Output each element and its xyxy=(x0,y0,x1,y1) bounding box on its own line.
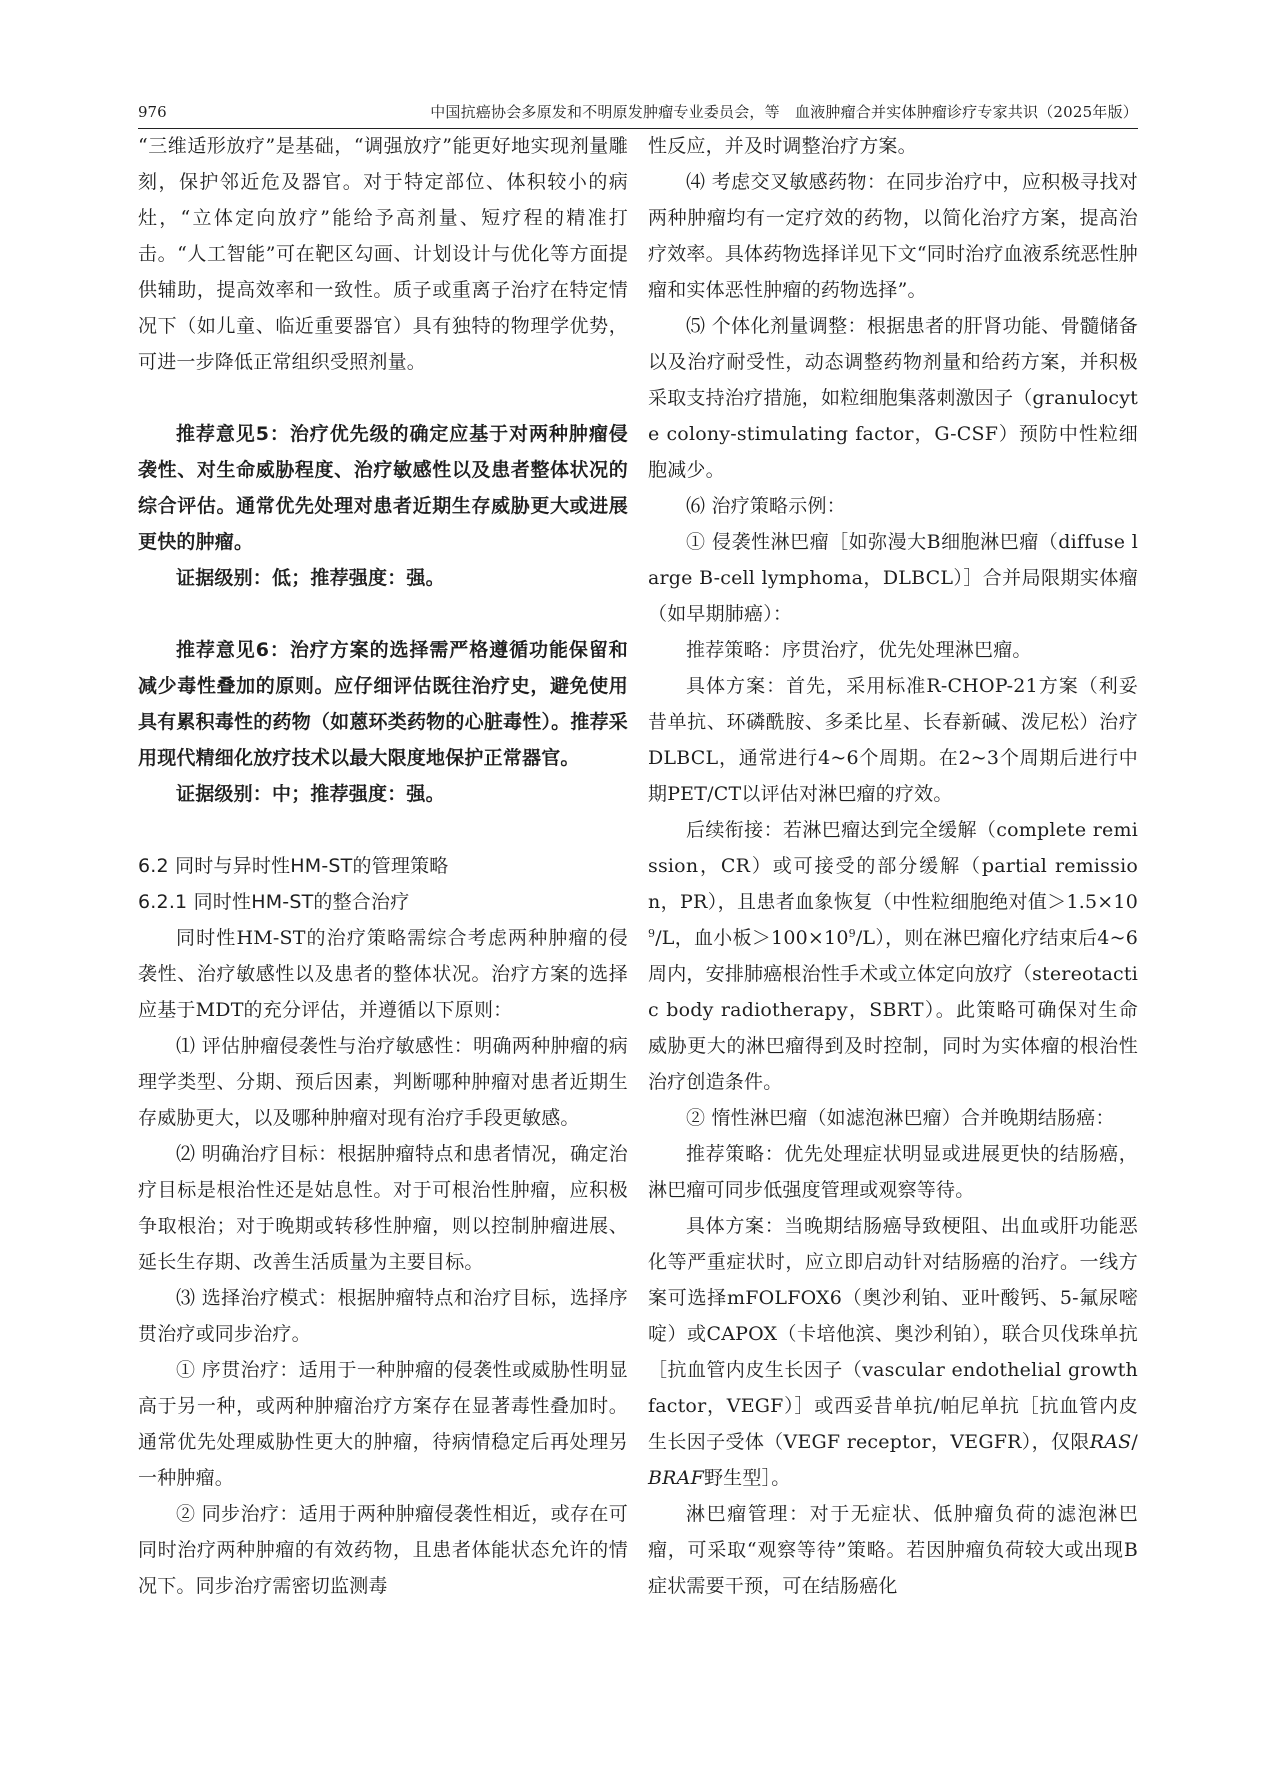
section-heading-6-2 xyxy=(138,848,628,884)
example-2-regimen: 具体方案：当晚期结肠癌导致梗阻、出血或肝功能恶化等严重症状时，应立即启动针对结肠癌的治疗。一线方案可选择mFOLFOX6（奥沙利铂、亚叶酸钙、5-氟尿嘧啶）或CAPOX（卡培他滨、奥沙利铂），联合贝伐珠单抗［抗血管内皮生长因子（vascular endothelial growth factor，VEGF）］或西妥昔单抗/帕尼单抗［抗血管内皮生长因子受体（VEGF receptor，VEGFR），仅限RAS/BRAF野生型］。 xyxy=(648,1215,1138,1489)
principle-5: ⑸ 个体化剂量调整：根据患者的肝肾功能、骨髓储备以及治疗耐受性，动态调整药物剂量和给药方案，并积极采取支持治疗措施，如粒细胞集落刺激因子（granulocyte colony-stimulating factor，G-CSF）预防中性粒细胞减少。 xyxy=(648,315,1138,481)
principle-4: ⑷ 考虑交叉敏感药物：在同步治疗中，应积极寻找对两种肿瘤均有一定疗效的药物，以简化治疗方案，提高治疗效率。具体药物选择详见下文“同时治疗血液系统恶性肿瘤和实体恶性肿瘤的药物选择”。 xyxy=(648,171,1138,301)
principle-1: ⑴ 评估肿瘤侵袭性与治疗敏感性：明确两种肿瘤的病理学类型、分期、预后因素，判断哪种肿瘤对患者近期生存威胁更大，以及哪种肿瘤对现有治疗手段更敏感。 xyxy=(138,1035,628,1129)
section-number: 6.2 xyxy=(138,855,169,877)
example-1-strategy: 推荐策略：序贯治疗，优先处理淋巴瘤。 xyxy=(686,639,1032,661)
sequential-therapy: ① 序贯治疗：适用于一种肿瘤的侵袭性或威胁性明显高于另一种，或两种肿瘤治疗方案存在显著毒性叠加时。通常优先处理威胁性更大的肿瘤，待病情稳定后再处理另一种肿瘤。 xyxy=(138,1359,628,1489)
running-header xyxy=(138,98,1138,129)
recommendation-6: 推荐意见6：治疗方案的选择需严格遵循功能保留和减少毒性叠加的原则。应仔细评估既往治疗史，避免使用具有累积毒性的药物（如蒽环类药物的心脏毒性）。推荐采用现代精细化放疗技术以最大限度地保护正常器官。 xyxy=(138,639,628,769)
principle-6: ⑹ 治疗策略示例： xyxy=(686,495,846,517)
subsection-title: 同时性HM-ST的整合治疗 xyxy=(193,891,410,913)
recommendation-5: 推荐意见5：治疗优先级的确定应基于对两种肿瘤侵袭性、对生命威胁程度、治疗敏感性以及患者整体状况的综合评估。通常优先处理对患者近期生存威胁更大或进展更快的肿瘤。 xyxy=(138,423,628,553)
example-1-follow-up: 后续衔接：若淋巴瘤达到完全缓解（complete remission，CR）或可接受的部分缓解（partial remission，PR），且患者血象恢复（中性粒细胞绝对值$>1.5\times 10^9/L$，血小板$>100\times 10^9/L$），则在淋巴瘤化疗结束后4~6周内，安排肺癌根治性手术或立体定向放疗（stereotactic body radiotherapy，SBRT）。此策略可确保对生命威胁更大的淋巴瘤得到及时控制，同时为实体瘤的根治性治疗创造条件。 xyxy=(648,819,1138,1093)
paragraph-synchronous-strategy: 同时性HM-ST的治疗策略需综合考虑两种肿瘤的侵袭性、治疗敏感性以及患者的整体状况。治疗方案的选择应基于MDT的充分评估，并遵循以下原则： xyxy=(138,927,628,1021)
principle-3: ⑶ 选择治疗模式：根据肿瘤特点和治疗目标，选择序贯治疗或同步治疗。 xyxy=(138,1287,628,1345)
subsection-number: 6.2.1 xyxy=(138,891,188,913)
paragraph-radiotherapy-techniques: “三维适形放疗”是基础，“调强放疗”能更好地实现剂量雕刻，保护邻近危及器官。对于特定部位、体积较小的病灶，“立体定向放疗”能给予高剂量、短疗程的精准打击。“人工智能”可在靶区勾画、计划设计与优化等方面提供辅助，提高效率和一致性。质子或重离子治疗在特定情况下（如儿童、临近重要器官）具有独特的物理学优势，可进一步降低正常组织受照剂量。 xyxy=(138,135,628,373)
recommendation-6-evidence: 证据级别：中；推荐强度：强。 xyxy=(176,783,445,805)
principle-2: ⑵ 明确治疗目标：根据肿瘤特点和患者情况，确定治疗目标是根治性还是姑息性。对于可根治性肿瘤，应积极争取根治；对于晚期或转移性肿瘤，则以控制肿瘤进展、延长生存期、改善生活质量为主要目标。 xyxy=(138,1143,628,1273)
concurrent-therapy: ② 同步治疗：适用于两种肿瘤侵袭性相近，或存在可同时治疗两种肿瘤的有效药物，且患者体能状态允许的情况下。同步治疗需密切监测毒 xyxy=(138,1503,628,1597)
example-2-strategy: 推荐策略：优先处理症状明显或进展更快的结肠癌，淋巴瘤可同步低强度管理或观察等待。 xyxy=(648,1143,1138,1201)
example-1-regimen: 具体方案：首先，采用标准R-CHOP-21方案（利妥昔单抗、环磷酰胺、多柔比星、长春新碱、泼尼松）治疗DLBCL，通常进行4~6个周期。在2~3个周期后进行中期PET/CT以评估对淋巴瘤的疗效。 xyxy=(648,675,1138,805)
example-2-lymphoma-management: 淋巴瘤管理：对于无症状、低肿瘤负荷的滤泡淋巴瘤，可采取“观察等待”策略。若因肿瘤负荷较大或出现B症状需要干预，可在结肠癌化 xyxy=(648,1503,1138,1597)
running-title: 中国抗癌协会多原发和不明原发肿瘤专业委员会，等 血液肿瘤合并实体肿瘤诊疗专家共识（2025年版） xyxy=(430,103,1138,121)
left-column xyxy=(138,128,628,1604)
recommendation-5-evidence: 证据级别：低；推荐强度：强。 xyxy=(176,567,445,589)
right-column xyxy=(648,128,1138,1604)
page-number: 976 xyxy=(138,103,167,121)
example-1-title: ① 侵袭性淋巴瘤［如弥漫大B细胞淋巴瘤（diffuse large B-cell lymphoma，DLBCL）］合并局限期实体瘤（如早期肺癌）： xyxy=(648,531,1138,625)
paragraph-continuation: 性反应，并及时调整治疗方案。 xyxy=(648,135,917,157)
section-title: 同时与异时性HM-ST的管理策略 xyxy=(175,855,449,877)
section-heading-6-2-1 xyxy=(138,884,628,920)
example-2-title: ② 惰性淋巴瘤（如滤泡淋巴瘤）合并晚期结肠癌： xyxy=(686,1107,1115,1129)
